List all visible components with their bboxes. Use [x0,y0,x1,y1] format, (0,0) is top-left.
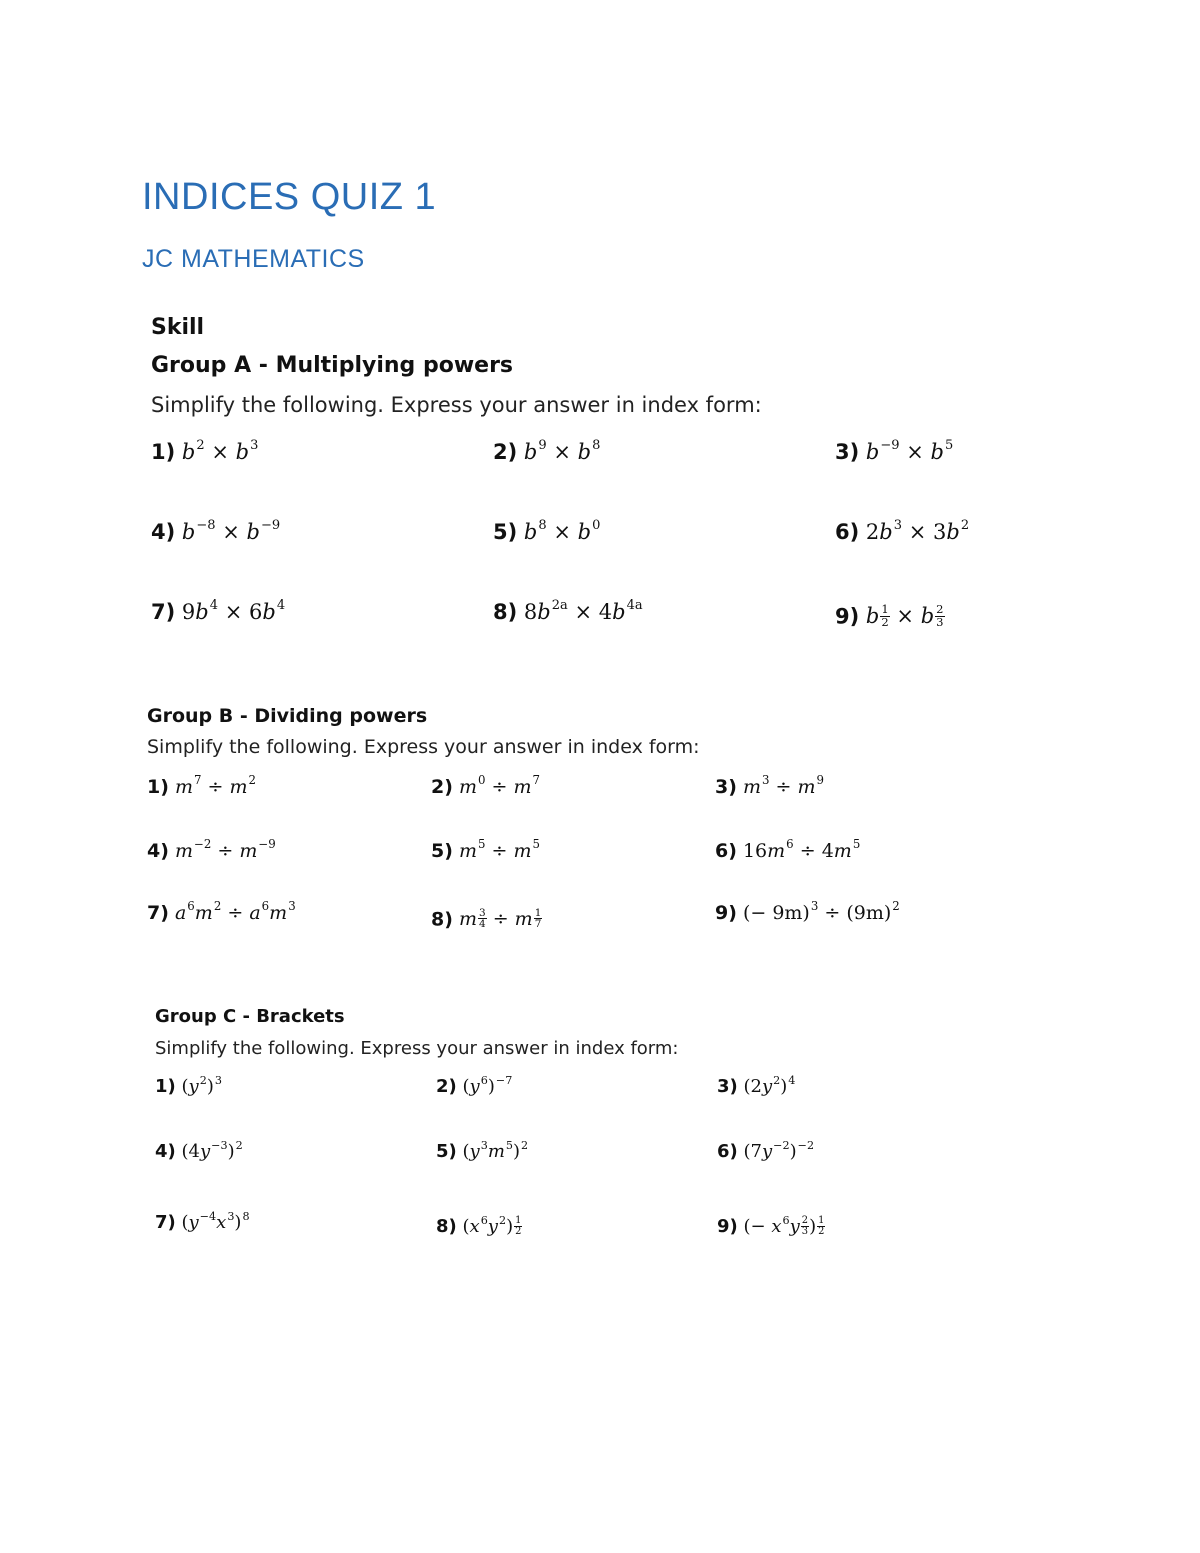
page-title: INDICES QUIZ 1 [142,176,437,218]
question-c-7: 7) $(y^{-4}x^3)^8$ [155,1209,250,1233]
question-c-2: 2) $(y^6)^{-7}$ [436,1073,513,1097]
question-a-1: 1) $b^2 \times b^3$ [151,438,259,464]
question-c-6: 6) $(7y^{-2})^{-2}$ [717,1138,815,1162]
question-b-4: 4) $m^{-2} \div m^{-9}$ [147,837,276,862]
question-c-5: 5) $(y^3m^5)^2$ [436,1138,529,1162]
question-c-4: 4) $(4y^{-3})^2$ [155,1138,243,1162]
group-a-instruction: Simplify the following. Express your answer in index form: [151,393,762,417]
question-a-4: 4) $b^{-8} \times b^{-9}$ [151,518,281,544]
group-a-heading: Group A - Multiplying powers [151,353,514,378]
question-b-2: 2) $m^0 \div m^7$ [431,773,541,798]
question-a-8: 8) $8b^{2a} \times 4b^{4a}$ [493,598,643,624]
page-subtitle: JC MATHEMATICS [142,245,365,273]
question-a-9: 9) b $\frac{1}{2}$ × b $\frac{2}{3}$ [835,602,944,629]
question-c-9: 9) (− $x^6y$ $\frac{2}{3}$ ) $\frac{1}{2}$ [717,1213,825,1237]
skill-label: Skill [151,315,205,340]
question-a-6: 6) $2b^3 \times 3b^2$ [835,518,970,544]
question-b-7: 7) $a^6m^2 \div a^6m^3$ [147,899,296,924]
group-c-heading: Group C - Brackets [155,1006,345,1027]
question-a-5: 5) $b^8 \times b^0$ [493,518,601,544]
question-c-1: 1) $(y^2)^3$ [155,1073,222,1097]
question-b-5: 5) $m^5 \div m^5$ [431,837,541,862]
question-a-7: 7) $9b^4 \times 6b^4$ [151,598,286,624]
question-b-9: 9) (− $9m)^3 \div (9m)^2$ [715,899,900,924]
question-b-3: 3) $m^3 \div m^9$ [715,773,825,798]
group-c-instruction: Simplify the following. Express your answer in index form: [155,1038,679,1059]
question-b-6: 6) $16m^6 \div 4m^5$ [715,837,861,862]
question-b-1: 1) $m^7 \div m^2$ [147,773,257,798]
question-b-8: 8) m $\frac{3}{4}$ ÷ m $\frac{1}{7}$ [431,907,542,931]
question-a-3: 3) $b^{-9} \times b^5$ [835,438,954,464]
group-b-heading: Group B - Dividing powers [147,705,428,727]
question-c-3: 3) $(2y^2)^4$ [717,1073,796,1097]
group-b-instruction: Simplify the following. Express your answer in index form: [147,736,700,758]
question-c-8: 8) $(x^6y^2)$ $\frac{1}{2}$ [436,1213,522,1237]
question-a-2: 2) $b^9 \times b^8$ [493,438,601,464]
